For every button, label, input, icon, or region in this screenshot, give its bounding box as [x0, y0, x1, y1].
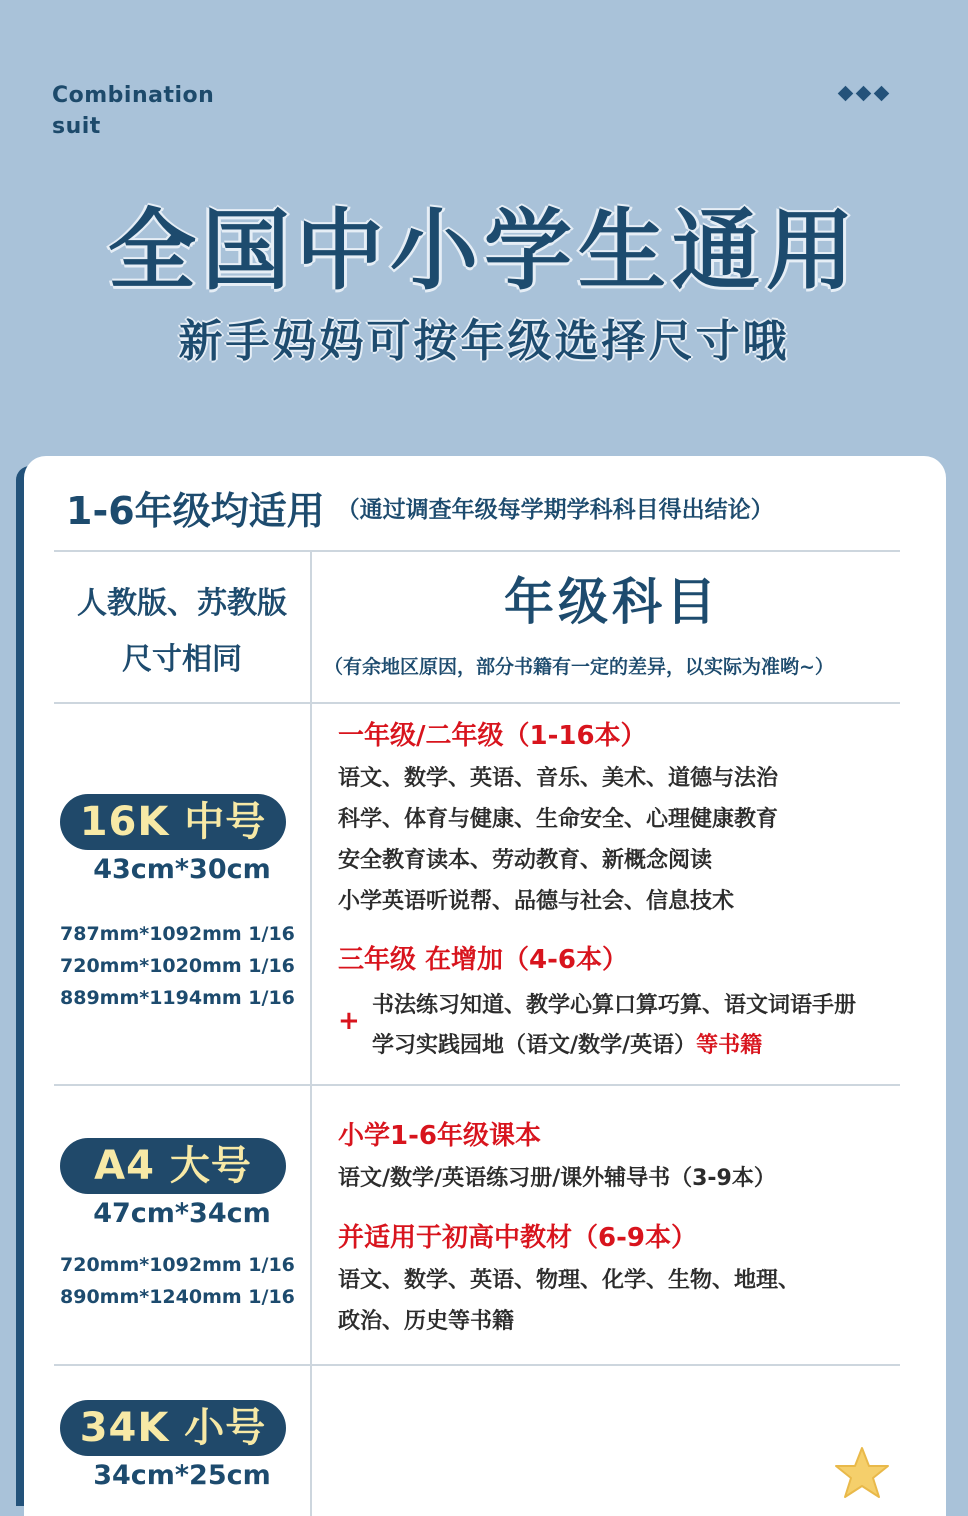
spec-line: 720mm*1092mm 1/16	[60, 1254, 295, 1276]
extra-red-text: 等书籍	[696, 1033, 763, 1058]
left-column-header	[54, 576, 310, 688]
size-specs-a4	[60, 1249, 300, 1313]
spec-line: 890mm*1240mm 1/16	[60, 1286, 295, 1308]
hero-subtitle: 新手妈妈可按年级选择尺寸哦	[178, 316, 790, 367]
column-divider	[310, 552, 312, 1516]
spec-line: 889mm*1194mm 1/16	[60, 987, 295, 1009]
hero-title: 全国中小学生通用	[107, 199, 860, 302]
divider	[54, 550, 900, 552]
plus-icon: +	[338, 1006, 360, 1036]
header-english-line1: Combination	[52, 83, 215, 108]
left-header-line1: 人教版、苏教版	[77, 586, 287, 621]
size-badge-16k: 16K 中号	[60, 794, 286, 850]
divider	[54, 1364, 900, 1366]
size-specs-16k	[60, 918, 300, 1014]
subject-line: 政治、历史等书籍	[338, 1309, 515, 1334]
size-table-card	[24, 456, 946, 1516]
card-heading-note: （通过调查年级每学期学科科目得出结论）	[336, 497, 774, 523]
secondary-textbook-title: 并适用于初高中教材（6-9本）	[338, 1223, 697, 1253]
divider	[54, 1084, 900, 1086]
subject-line: 科学、体育与健康、生命安全、心理健康教育	[338, 807, 779, 832]
subject-line: 语文、数学、英语、物理、化学、生物、地理、	[338, 1268, 801, 1293]
left-header-line2: 尺寸相同	[122, 642, 242, 677]
diamond-decoration-icon	[840, 84, 904, 104]
secondary-textbook-subjects	[338, 1260, 800, 1342]
grade-3-title: 三年级 在增加（4-6本）	[338, 945, 629, 975]
right-column-note: （有余地区原因，部分书籍有一定的差异，以实际为准哟~）	[324, 656, 834, 678]
card-heading	[66, 480, 936, 536]
grade-3-extra-lines	[372, 986, 856, 1066]
spec-line: 787mm*1092mm 1/16	[60, 923, 295, 945]
header-english-text	[52, 80, 214, 142]
primary-textbook-title: 小学1-6年级课本	[338, 1121, 541, 1151]
subject-line: 小学英语听说帮、品德与社会、信息技术	[338, 889, 735, 914]
divider	[54, 702, 900, 704]
primary-textbook-line: 语文/数学/英语练习册/课外辅导书（3-9本）	[338, 1166, 776, 1191]
spec-line: 720mm*1020mm 1/16	[60, 955, 295, 977]
right-column-title: 年级科目	[504, 573, 720, 631]
grade-1-2-subjects	[338, 758, 778, 922]
size-dims-34k: 34cm*25cm	[93, 1460, 271, 1491]
extra-line-1: 书法练习知道、教学心算口算巧算、语文词语手册	[372, 993, 857, 1018]
extra-line-2: 学习实践园地（语文/数学/英语）等书籍	[372, 1033, 763, 1058]
grade-1-2-title: 一年级/二年级（1-16本）	[338, 721, 647, 751]
header-english-line2: suit	[52, 114, 101, 139]
size-dims-16k: 43cm*30cm	[93, 854, 271, 885]
size-badge-a4: A4 大号	[60, 1138, 286, 1194]
subject-line: 安全教育读本、劳动教育、新概念阅读	[338, 848, 713, 873]
size-dims-a4: 47cm*34cm	[93, 1198, 271, 1229]
card-heading-main: 1-6年级均适用	[66, 489, 325, 533]
subject-line: 语文、数学、英语、音乐、美术、道德与法治	[338, 766, 779, 791]
star-decoration-icon	[832, 1444, 892, 1504]
size-badge-34k: 34K 小号	[60, 1400, 286, 1456]
